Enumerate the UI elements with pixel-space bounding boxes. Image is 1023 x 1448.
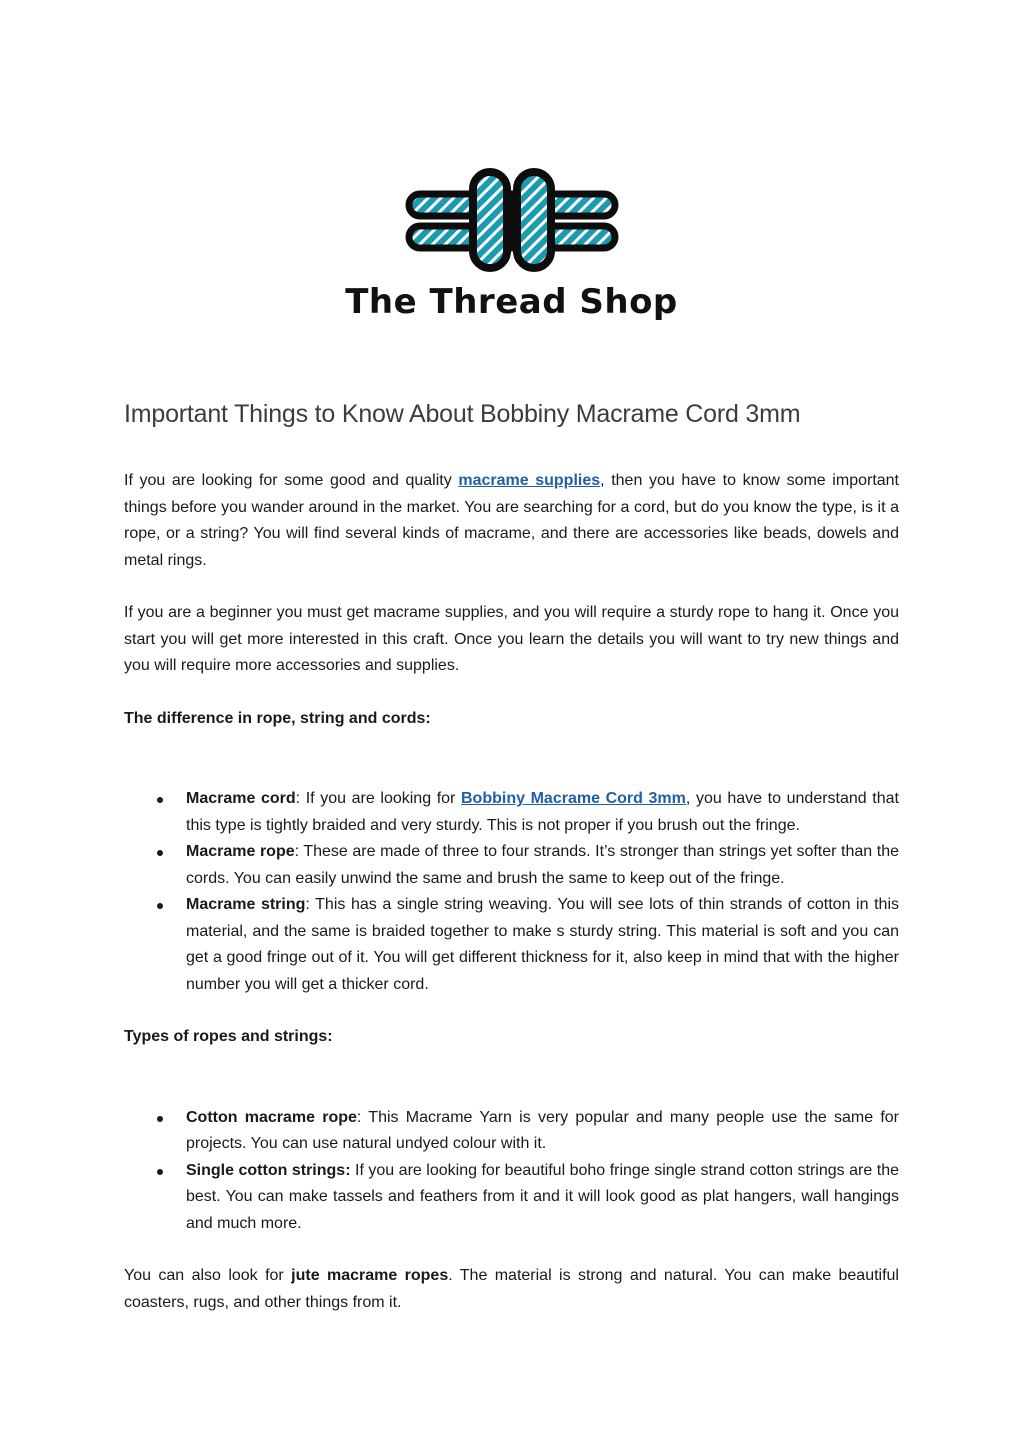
- list-item: Macrame string: This has a single string weaving. You will see lots of thin strands of cotton in this material, and the same is braided together to make s sturdy string. This material is soft and you can get a good fringe out of it. You will get different thickness for it, also keep in mind that with the higher number you will get a thicker cord.: [124, 892, 899, 998]
- section-heading-types: Types of ropes and strings:: [124, 1028, 333, 1045]
- article: [124, 398, 899, 1342]
- bullet-icon: [157, 1116, 163, 1122]
- list-item: Macrame rope: These are made of three to four strands. It’s stronger than strings yet softer than the cords. You can easily unwind the same and brush the same to keep out of the fringe.: [124, 839, 899, 892]
- bullet-icon: [157, 797, 163, 803]
- bullet-icon: [157, 1169, 163, 1175]
- section-heading-difference: The difference in rope, string and cords:: [124, 709, 431, 727]
- closing-paragraph: You can also look for jute macrame ropes. The material is strong and natural. You can make beautiful coasters, rugs, and other things from it.: [124, 1267, 899, 1311]
- article-title: Important Things to Know About Bobbiny Macrame Cord 3mm: [124, 400, 801, 428]
- bobbiny-macrame-cord-link[interactable]: Bobbiny Macrame Cord 3mm: [461, 790, 686, 807]
- thread-spool-logo-icon: [405, 168, 619, 272]
- brand-name: The Thread Shop: [345, 282, 678, 322]
- bullet-icon: [157, 903, 163, 909]
- bullet-icon: [157, 850, 163, 856]
- list-item: Single cotton strings: If you are looking for beautiful boho fringe single strand cotton strings are the best. You can make tassels and feathers from it and it will look good as plat hangers, wall hangings and much more.: [124, 1158, 899, 1238]
- logo: [0, 168, 1023, 272]
- intro-paragraph: If you are looking for some good and quality macrame supplies, then you have to know some important things before you wander around in the market. You are searching for a cord, but do you know the type, is it a rope, or a string? You will find several kinds of macrame, and there are accessories like beads, dowels and metal rings.: [124, 472, 900, 569]
- list-item: Cotton macrame rope: This Macrame Yarn is very popular and many people use the same for projects. You can use natural undyed colour with it.: [124, 1105, 899, 1158]
- types-list: [124, 1105, 899, 1238]
- difference-list: [124, 786, 899, 998]
- macrame-supplies-link[interactable]: macrame supplies: [458, 472, 601, 489]
- beginner-paragraph: If you are a beginner you must get macrame supplies, and you will require a sturdy rope to hang it. Once you start you will get more interested in this craft. Once you learn the details you will want to try new things and you will require more accessories and supplies.: [124, 604, 899, 674]
- list-item: Macrame cord: If you are looking for Bobbiny Macrame Cord 3mm, you have to understand that this type is tightly braided and very sturdy. This is not proper if you brush out the fringe.: [124, 786, 899, 839]
